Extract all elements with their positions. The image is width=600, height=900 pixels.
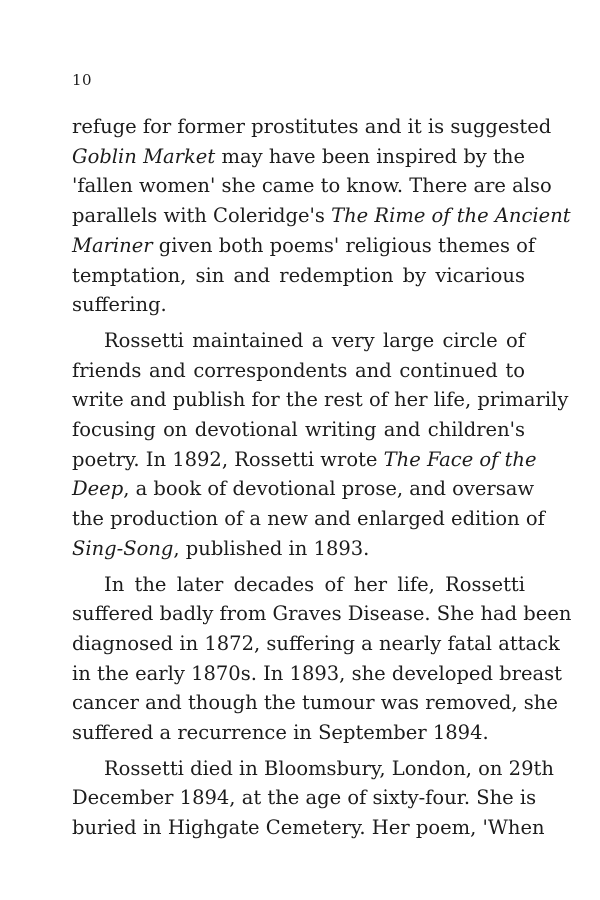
text-run: given both poems' religious themes of: [152, 233, 536, 257]
italic-title: Sing-Song: [72, 536, 174, 560]
text-run: In the later decades of her life, Rossetti: [104, 572, 525, 596]
text-line: [72, 142, 525, 172]
text-line: [72, 659, 562, 689]
text-line: [72, 290, 525, 320]
text-run: refuge for former prostitutes and it is suggested: [72, 115, 552, 138]
page-number: 10: [72, 71, 93, 89]
text-run: suffered a recurrence in September 1894.: [72, 721, 489, 745]
paragraph: [72, 112, 571, 320]
text-line: [72, 231, 536, 261]
italic-title: The Rime of the Ancient: [331, 204, 571, 228]
text-run: suffering.: [72, 293, 167, 317]
text-line: [72, 504, 545, 534]
text-run: focusing on devotional writing and children's: [72, 418, 525, 442]
text-line: [72, 112, 552, 142]
text-line: [72, 385, 569, 415]
text-run: Rossetti maintained a very large circle of: [104, 328, 525, 352]
text-run: diagnosed in 1872, suffering a nearly fatal attack: [72, 631, 560, 655]
text-run: may have been inspired by the: [215, 144, 525, 168]
text-run: write and publish for the rest of her life, primarily: [72, 388, 569, 412]
text-line: [72, 783, 537, 813]
text-line: [72, 445, 537, 475]
text-line: [72, 718, 525, 748]
text-line: [72, 688, 558, 718]
text-line: [72, 534, 525, 564]
paragraph: [72, 326, 569, 564]
text-run: temptation, sin and redemption by vicarious: [72, 263, 525, 287]
text-line: [72, 754, 554, 784]
text-line: [72, 326, 525, 356]
text-line: [72, 813, 545, 843]
text-line: [72, 171, 552, 201]
paragraph: [72, 754, 554, 843]
text-run: 'fallen women' she came to know. There are also: [72, 174, 552, 198]
text-line: [72, 629, 560, 659]
italic-title: Goblin Market: [72, 144, 216, 168]
text-run: , published in 1893.: [173, 536, 370, 560]
text-run: parallels with Coleridge's: [72, 204, 332, 228]
text-line: [72, 474, 535, 504]
text-line: [72, 415, 525, 445]
italic-title: Mariner: [72, 233, 153, 257]
text-line: [72, 261, 525, 291]
text-run: suffered badly from Graves Disease. She had been: [72, 602, 572, 626]
text-run: poetry. In 1892, Rossetti wrote: [72, 447, 384, 471]
text-run: friends and correspondents and continued to: [72, 358, 525, 382]
text-run: the production of a new and enlarged edition of: [72, 507, 545, 531]
text-line: [72, 570, 525, 600]
text-run: December 1894, at the age of sixty-four. She is: [72, 786, 537, 810]
text-line: [72, 201, 571, 231]
text-run: , a book of devotional prose, and oversaw: [123, 477, 535, 501]
text-run: cancer and though the tumour was removed, she: [72, 691, 558, 715]
text-line: [72, 599, 572, 629]
text-run: Rossetti died in Bloomsbury, London, on 29th: [104, 756, 554, 780]
body-text: [72, 112, 572, 843]
text-run: in the early 1870s. In 1893, she developed breast: [72, 661, 562, 685]
paragraph: [72, 570, 572, 748]
text-run: buried in Highgate Cemetery. Her poem, 'When: [72, 816, 545, 840]
italic-title: Deep: [72, 477, 124, 501]
text-line: [72, 356, 525, 386]
italic-title: The Face of the: [383, 447, 537, 471]
